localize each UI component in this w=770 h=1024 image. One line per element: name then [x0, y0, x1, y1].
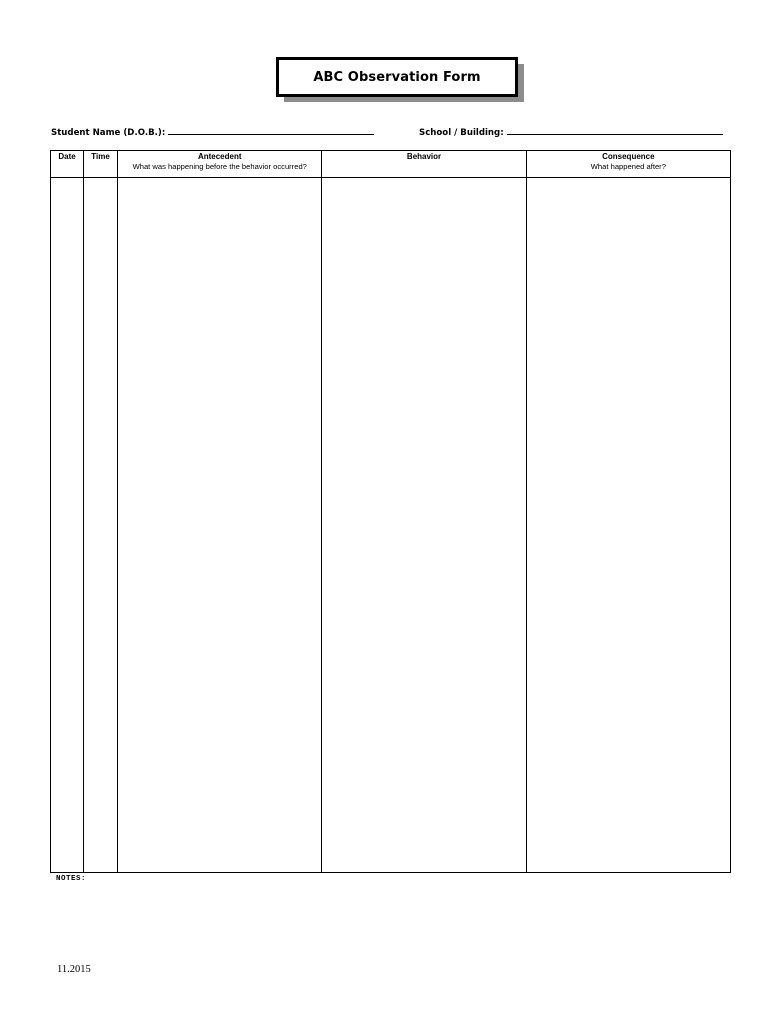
behavior-cell[interactable] [322, 178, 526, 873]
date-cell[interactable] [51, 178, 84, 873]
column-subtitle: What was happening before the behavior occurred? [132, 162, 307, 171]
school-building-field [419, 125, 723, 138]
column-header-consequence [526, 151, 730, 178]
school-building-label: School / Building: [419, 128, 504, 138]
consequence-cell[interactable] [526, 178, 730, 873]
time-cell[interactable] [84, 178, 118, 873]
school-building-blank[interactable] [507, 125, 723, 135]
student-name-field [51, 125, 374, 138]
column-header-antecedent [118, 151, 322, 178]
column-title: Antecedent [197, 152, 242, 161]
form-title: ABC Observation Form [276, 57, 518, 97]
column-title: Consequence [602, 152, 655, 161]
column-subtitle: What happened after? [590, 162, 666, 171]
student-name-blank[interactable] [168, 125, 374, 135]
column-header-time [84, 151, 118, 178]
column-header-date [51, 151, 84, 178]
antecedent-cell[interactable] [118, 178, 322, 873]
form-version: 11.2015 [57, 964, 91, 975]
table-header-row [51, 151, 731, 178]
notes-label: NOTES: [56, 875, 87, 883]
student-name-label: Student Name (D.O.B.): [51, 128, 166, 138]
column-title: Date [58, 152, 76, 161]
column-title: Behavior [406, 152, 442, 161]
table-row [51, 178, 731, 873]
column-header-behavior [322, 151, 526, 178]
abc-observation-table [50, 150, 731, 873]
column-title: Time [91, 152, 110, 161]
